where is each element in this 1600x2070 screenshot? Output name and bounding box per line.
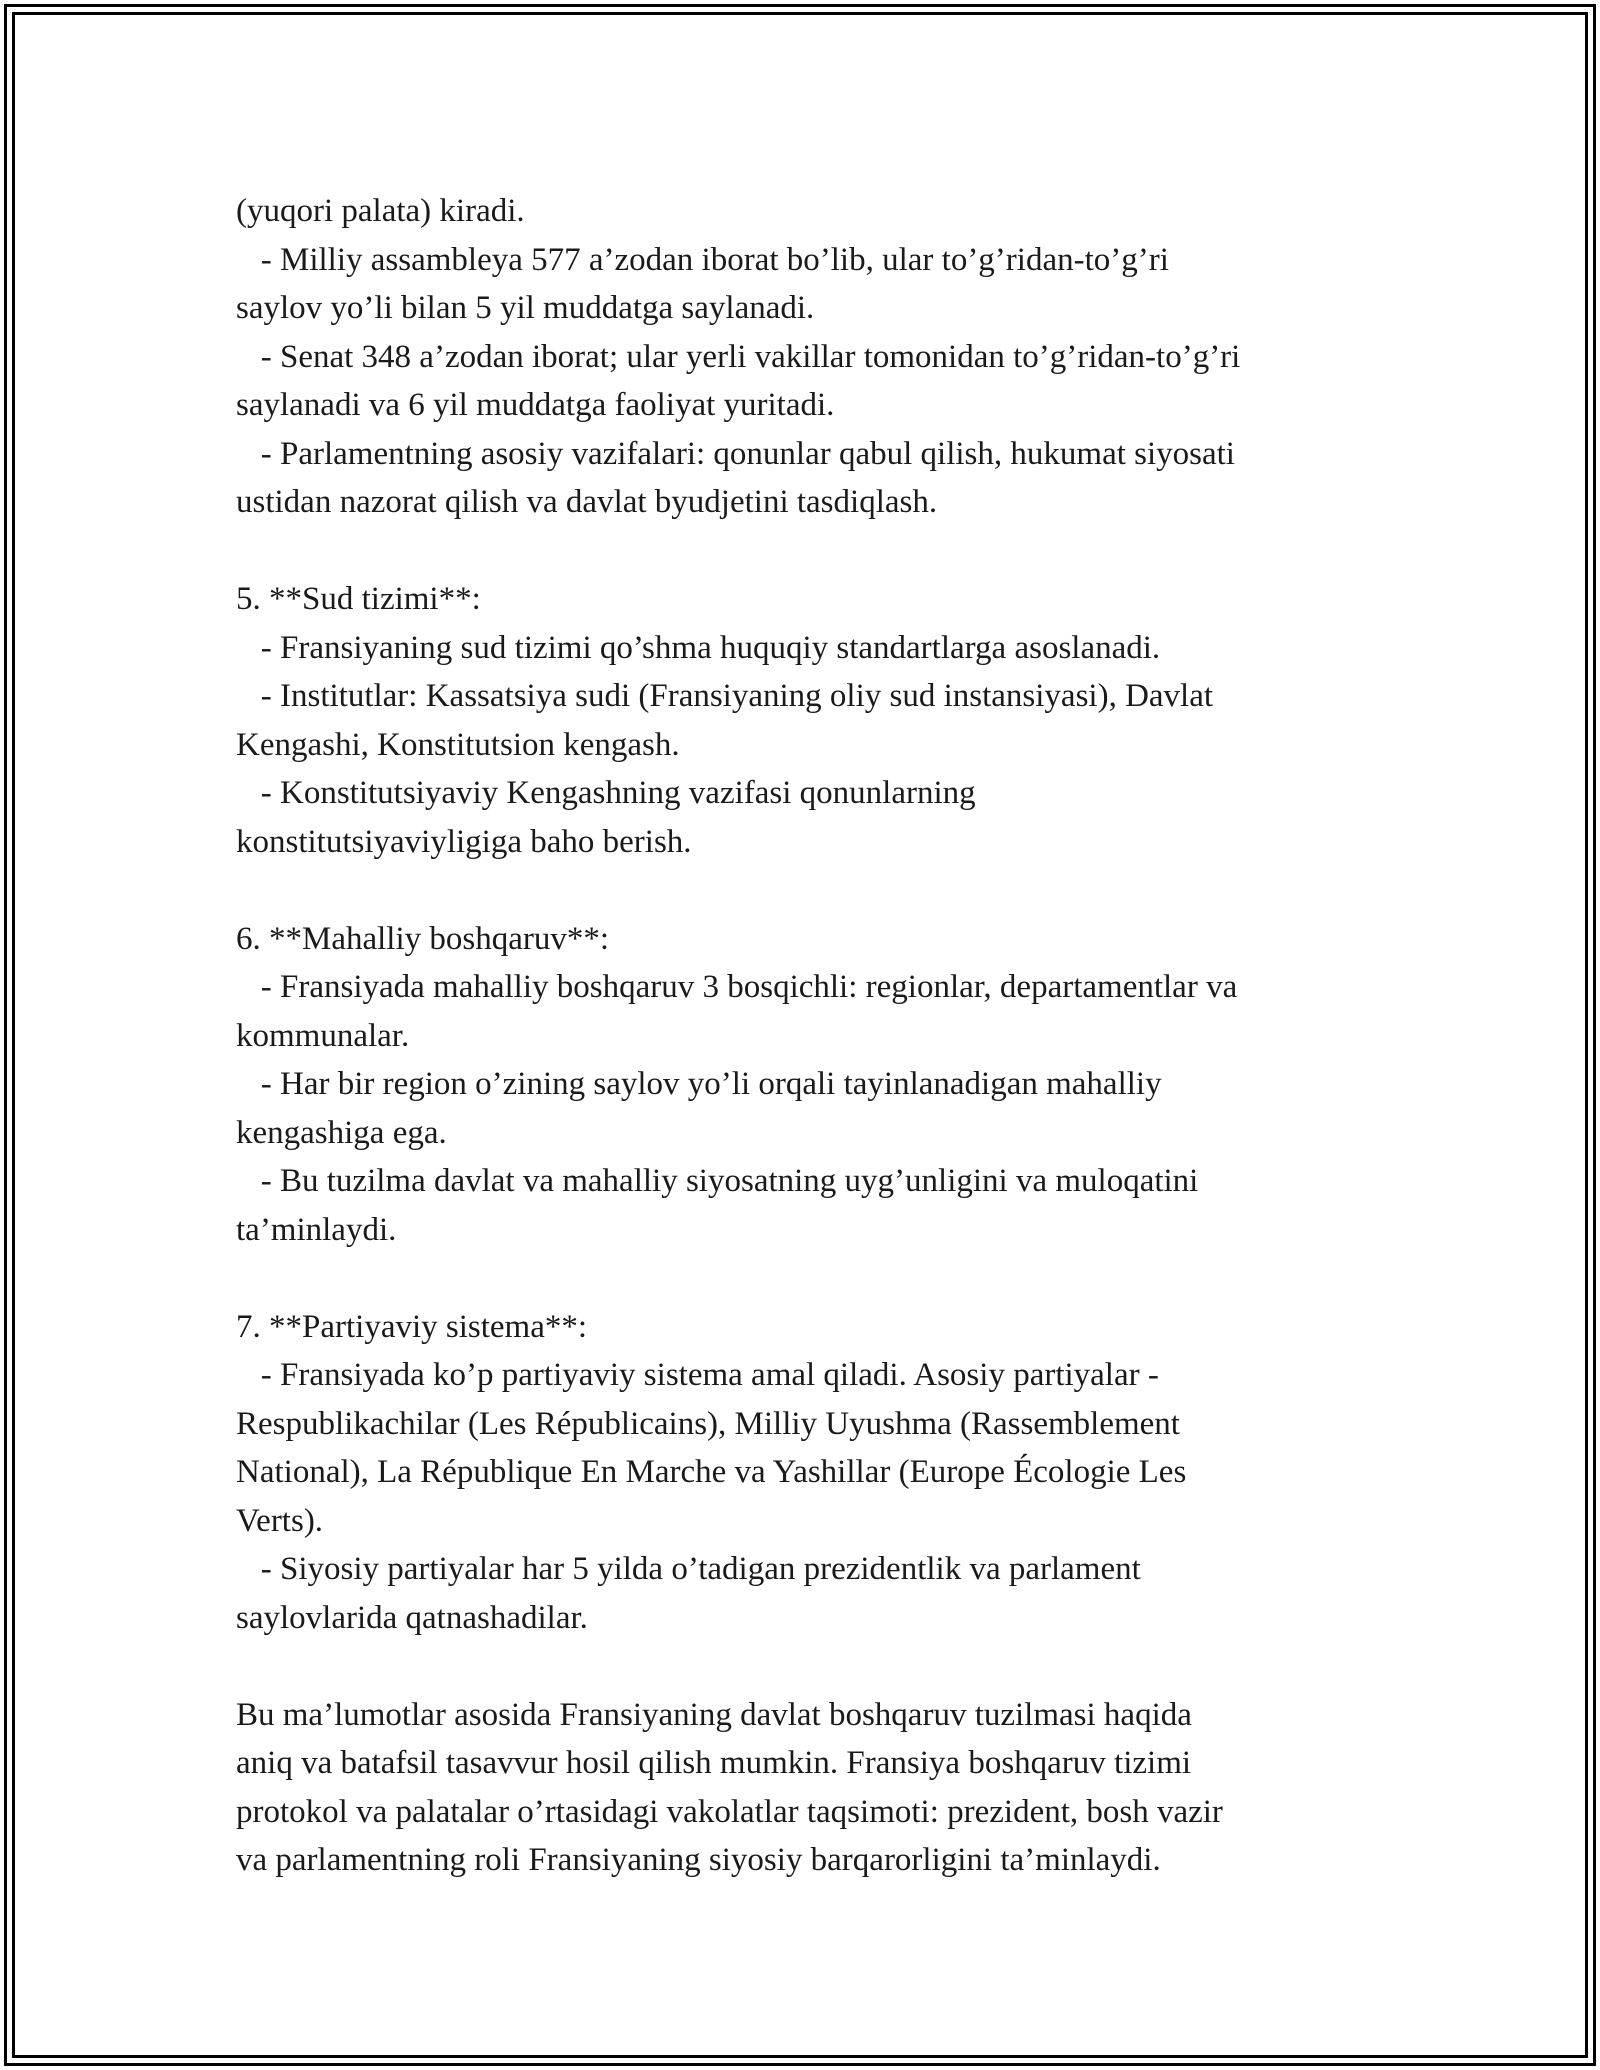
text-line: Bu ma’lumotlar asosida Fransiyaning davlat boshqaruv tuzilmasi haqida: [236, 1696, 1192, 1733]
text-line: 7. **Partiyaviy sistema**:: [236, 1308, 588, 1345]
text-line: Kengashi, Konstitutsion kengash.: [236, 726, 680, 763]
text-line: ustidan nazorat qilish va davlat byudjetini tasdiqlash.: [236, 484, 938, 520]
text-line: kommunalar.: [236, 1017, 410, 1054]
text-line: - Fransiyaning sud tizimi qo’shma huquqiy standartlarga asoslanadi.: [236, 629, 1161, 666]
text-line: - Fransiyada ko’p partiyaviy sistema amal qiladi. Asosiy partiyalar -: [236, 1357, 1159, 1393]
blank-line: [236, 1254, 1366, 1303]
document-body: [236, 187, 1366, 1885]
text-line: 5. **Sud tizimi**:: [236, 581, 481, 617]
text-line: protokol va palatalar o’rtasidagi vakolatlar taqsimoti: prezident, bosh vazir: [236, 1793, 1223, 1830]
text-line: saylovlarida qatnashadilar.: [236, 1599, 588, 1636]
text-line: - Parlamentning asosiy vazifalari: qonunlar qabul qilish, hukumat siyosati: [236, 435, 1235, 472]
text-line: - Milliy assambleya 577 a’zodan iborat bo’lib, ular to’g’ridan-to’g’ri: [236, 241, 1169, 278]
text-line: kengashiga ega.: [236, 1114, 447, 1151]
text-line: - Institutlar: Kassatsiya sudi (Fransiyaning oliy sud instansiyasi), Davlat: [236, 678, 1214, 714]
text-line: (yuqori palata) kiradi.: [236, 193, 525, 229]
text-line: aniq va batafsil tasavvur hosil qilish mumkin. Fransiya boshqaruv tizimi: [236, 1745, 1192, 1781]
blank-line: [236, 866, 1366, 915]
text-line: saylov yo’li bilan 5 yil muddatga saylanadi.: [236, 290, 815, 326]
text-line: National), La République En Marche va Yashillar (Europe Écologie Les: [236, 1454, 1187, 1490]
blank-line: [236, 527, 1366, 576]
text-line: konstitutsiyaviyligiga baho berish.: [236, 823, 692, 860]
text-line: va parlamentning roli Fransiyaning siyosiy barqarorligini ta’minlaydi.: [236, 1842, 1161, 1878]
text-line: - Bu tuzilma davlat va mahalliy siyosatning uyg’unligini va muloqatini: [236, 1163, 1199, 1199]
text-line: ta’minlaydi.: [236, 1211, 397, 1248]
text-line: - Fransiyada mahalliy boshqaruv 3 bosqichli: regionlar, departamentlar va: [236, 969, 1238, 1005]
text-line: - Senat 348 a’zodan iborat; ular yerli vakillar tomonidan to’g’ridan-to’g’ri: [236, 338, 1241, 375]
text-line: 6. **Mahalliy boshqaruv**:: [236, 920, 610, 957]
text-line: saylanadi va 6 yil muddatga faoliyat yuritadi.: [236, 387, 835, 423]
text-line: - Siyosiy partiyalar har 5 yilda o’tadigan prezidentlik va parlament: [236, 1551, 1141, 1587]
blank-line: [236, 1642, 1366, 1691]
text-line: - Har bir region o’zining saylov yo’li orqali tayinlanadigan mahalliy: [236, 1066, 1162, 1102]
text-line: Verts).: [236, 1502, 324, 1539]
text-line: - Konstitutsiyaviy Kengashning vazifasi qonunlarning: [236, 775, 976, 811]
text-line: Respublikachilar (Les Républicains), Milliy Uyushma (Rassemblement: [236, 1405, 1180, 1442]
